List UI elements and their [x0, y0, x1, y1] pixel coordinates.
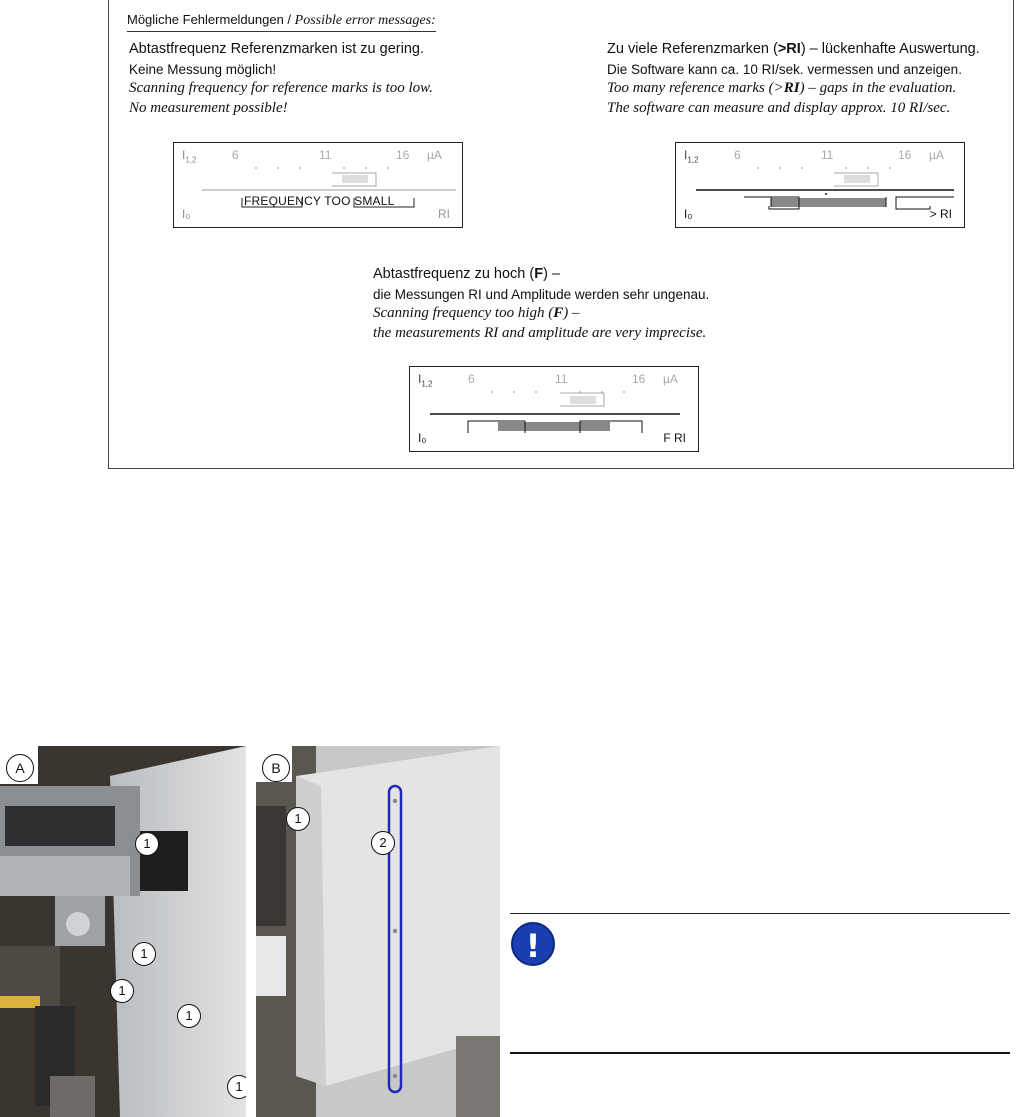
i12-label: $I_{1,2}$ — [182, 148, 197, 165]
tick-6: 6 — [232, 148, 239, 162]
callout-2: 2 — [371, 831, 395, 855]
error-messages-panel — [108, 0, 1014, 469]
tick-6: 6 — [734, 148, 741, 162]
tick-16: 16 — [632, 372, 646, 386]
important-note-icon: ! — [511, 922, 555, 966]
tick-16: 16 — [898, 148, 912, 162]
i0-label: I₀ — [182, 207, 191, 221]
unit-label: µA — [929, 148, 944, 162]
i12-label: $I_{1,2}$ — [418, 372, 433, 389]
callout-1: 1 — [110, 979, 134, 1003]
callout-1: 1 — [227, 1075, 246, 1099]
callout-1: 1 — [132, 942, 156, 966]
note-top-rule — [510, 913, 1010, 914]
i0-label: I₀ — [684, 207, 693, 221]
callout-1: 1 — [135, 832, 159, 856]
callout-1: 1 — [177, 1004, 201, 1028]
display-too-many-marks — [675, 142, 965, 228]
display-graphic — [410, 367, 700, 453]
photo-b-letter: B — [262, 754, 290, 782]
photo-b-illustration — [256, 746, 500, 1117]
ri-label: > RI — [929, 207, 952, 221]
callout-1: 1 — [286, 807, 310, 831]
ri-label: RI — [438, 207, 450, 221]
error-high-frequency-text: Abtastfrequenz zu hoch (F) – die Messungen RI und Amplitude werden sehr ungenau. Scanning frequency too high (F) – the measurements RI and amplitude are very imprecise. — [373, 266, 710, 341]
display-frequency-too-high — [409, 366, 699, 452]
photo-b — [256, 746, 500, 1117]
display-frequency-too-small — [173, 142, 463, 228]
display-graphic — [676, 143, 966, 229]
photo-a-letter: A — [6, 754, 34, 782]
photo-a — [0, 746, 246, 1117]
tick-11: 11 — [821, 148, 834, 162]
error-low-frequency-text: Abtastfrequenz Referenzmarken ist zu gering. Keine Messung möglich! Scanning frequency for reference marks is too low. No measurement possible! — [129, 41, 433, 116]
tick-11: 11 — [555, 372, 568, 386]
unit-label: µA — [427, 148, 442, 162]
photo-a-illustration — [0, 746, 246, 1117]
tick-6: 6 — [468, 372, 475, 386]
panel-heading: Mögliche Fehlermeldungen / Possible error messages: — [127, 12, 436, 32]
display-graphic — [174, 143, 464, 229]
ri-label: F RI — [663, 431, 686, 445]
unit-label: µA — [663, 372, 678, 386]
i0-label: I₀ — [418, 431, 427, 445]
tick-16: 16 — [396, 148, 410, 162]
frequency-message: FREQUENCY TOO SMALL — [244, 194, 395, 208]
note-bottom-rule — [510, 1052, 1010, 1054]
tick-11: 11 — [319, 148, 332, 162]
error-too-many-marks-text: Zu viele Referenzmarken (>RI) – lückenhafte Auswertung. Die Software kann ca. 10 RI/sek. vermessen und anzeigen. Too many reference marks (>RI) – gaps in the evaluation. The software can measure and display approx. 10 RI/sec. — [607, 41, 980, 116]
i12-label: $I_{1,2}$ — [684, 148, 699, 165]
